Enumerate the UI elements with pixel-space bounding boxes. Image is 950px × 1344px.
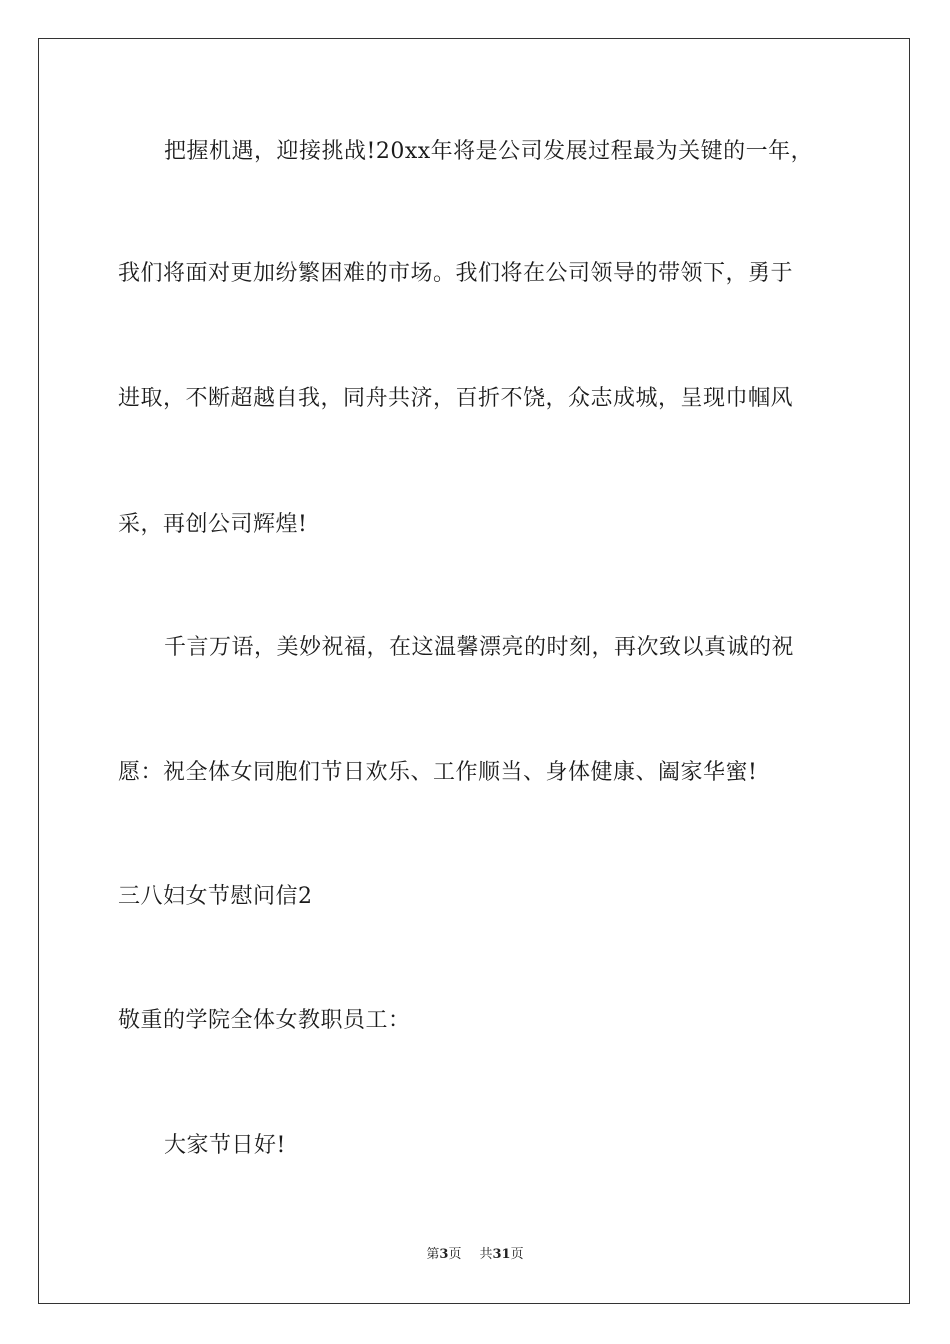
page-current: 3 <box>439 1247 449 1262</box>
page-total: 31 <box>492 1247 511 1262</box>
paragraph-line: 采，再创公司辉煌! <box>118 512 308 537</box>
paragraph-line: 进取，不断超越自我，同舟共济，百折不饶，众志成城，呈现巾帼风 <box>118 386 794 411</box>
page-suffix: 页 <box>448 1247 462 1262</box>
salutation: 敬重的学院全体女教职员工： <box>118 1008 411 1033</box>
paragraph-line: 我们将面对更加纷繁困难的市场。我们将在公司领导的带领下，勇于 <box>118 261 794 286</box>
page-border <box>38 38 910 1304</box>
section-heading: 三八妇女节慰问信2 <box>118 884 313 909</box>
paragraph-line: 愿：祝全体女同胞们节日欢乐、工作顺当、身体健康、阖家华蜜! <box>118 760 758 785</box>
total-prefix: 共 <box>479 1247 493 1262</box>
page-prefix: 第 <box>426 1247 440 1262</box>
paragraph-line: 千言万语，美妙祝福，在这温馨漂亮的时刻，再次致以真诚的祝 <box>164 635 795 660</box>
total-suffix: 页 <box>510 1247 524 1262</box>
paragraph-line: 把握机遇，迎接挑战!20xx年将是公司发展过程最为关键的一年， <box>164 139 814 164</box>
page-footer <box>0 1246 950 1264</box>
greeting: 大家节日好! <box>164 1133 286 1158</box>
